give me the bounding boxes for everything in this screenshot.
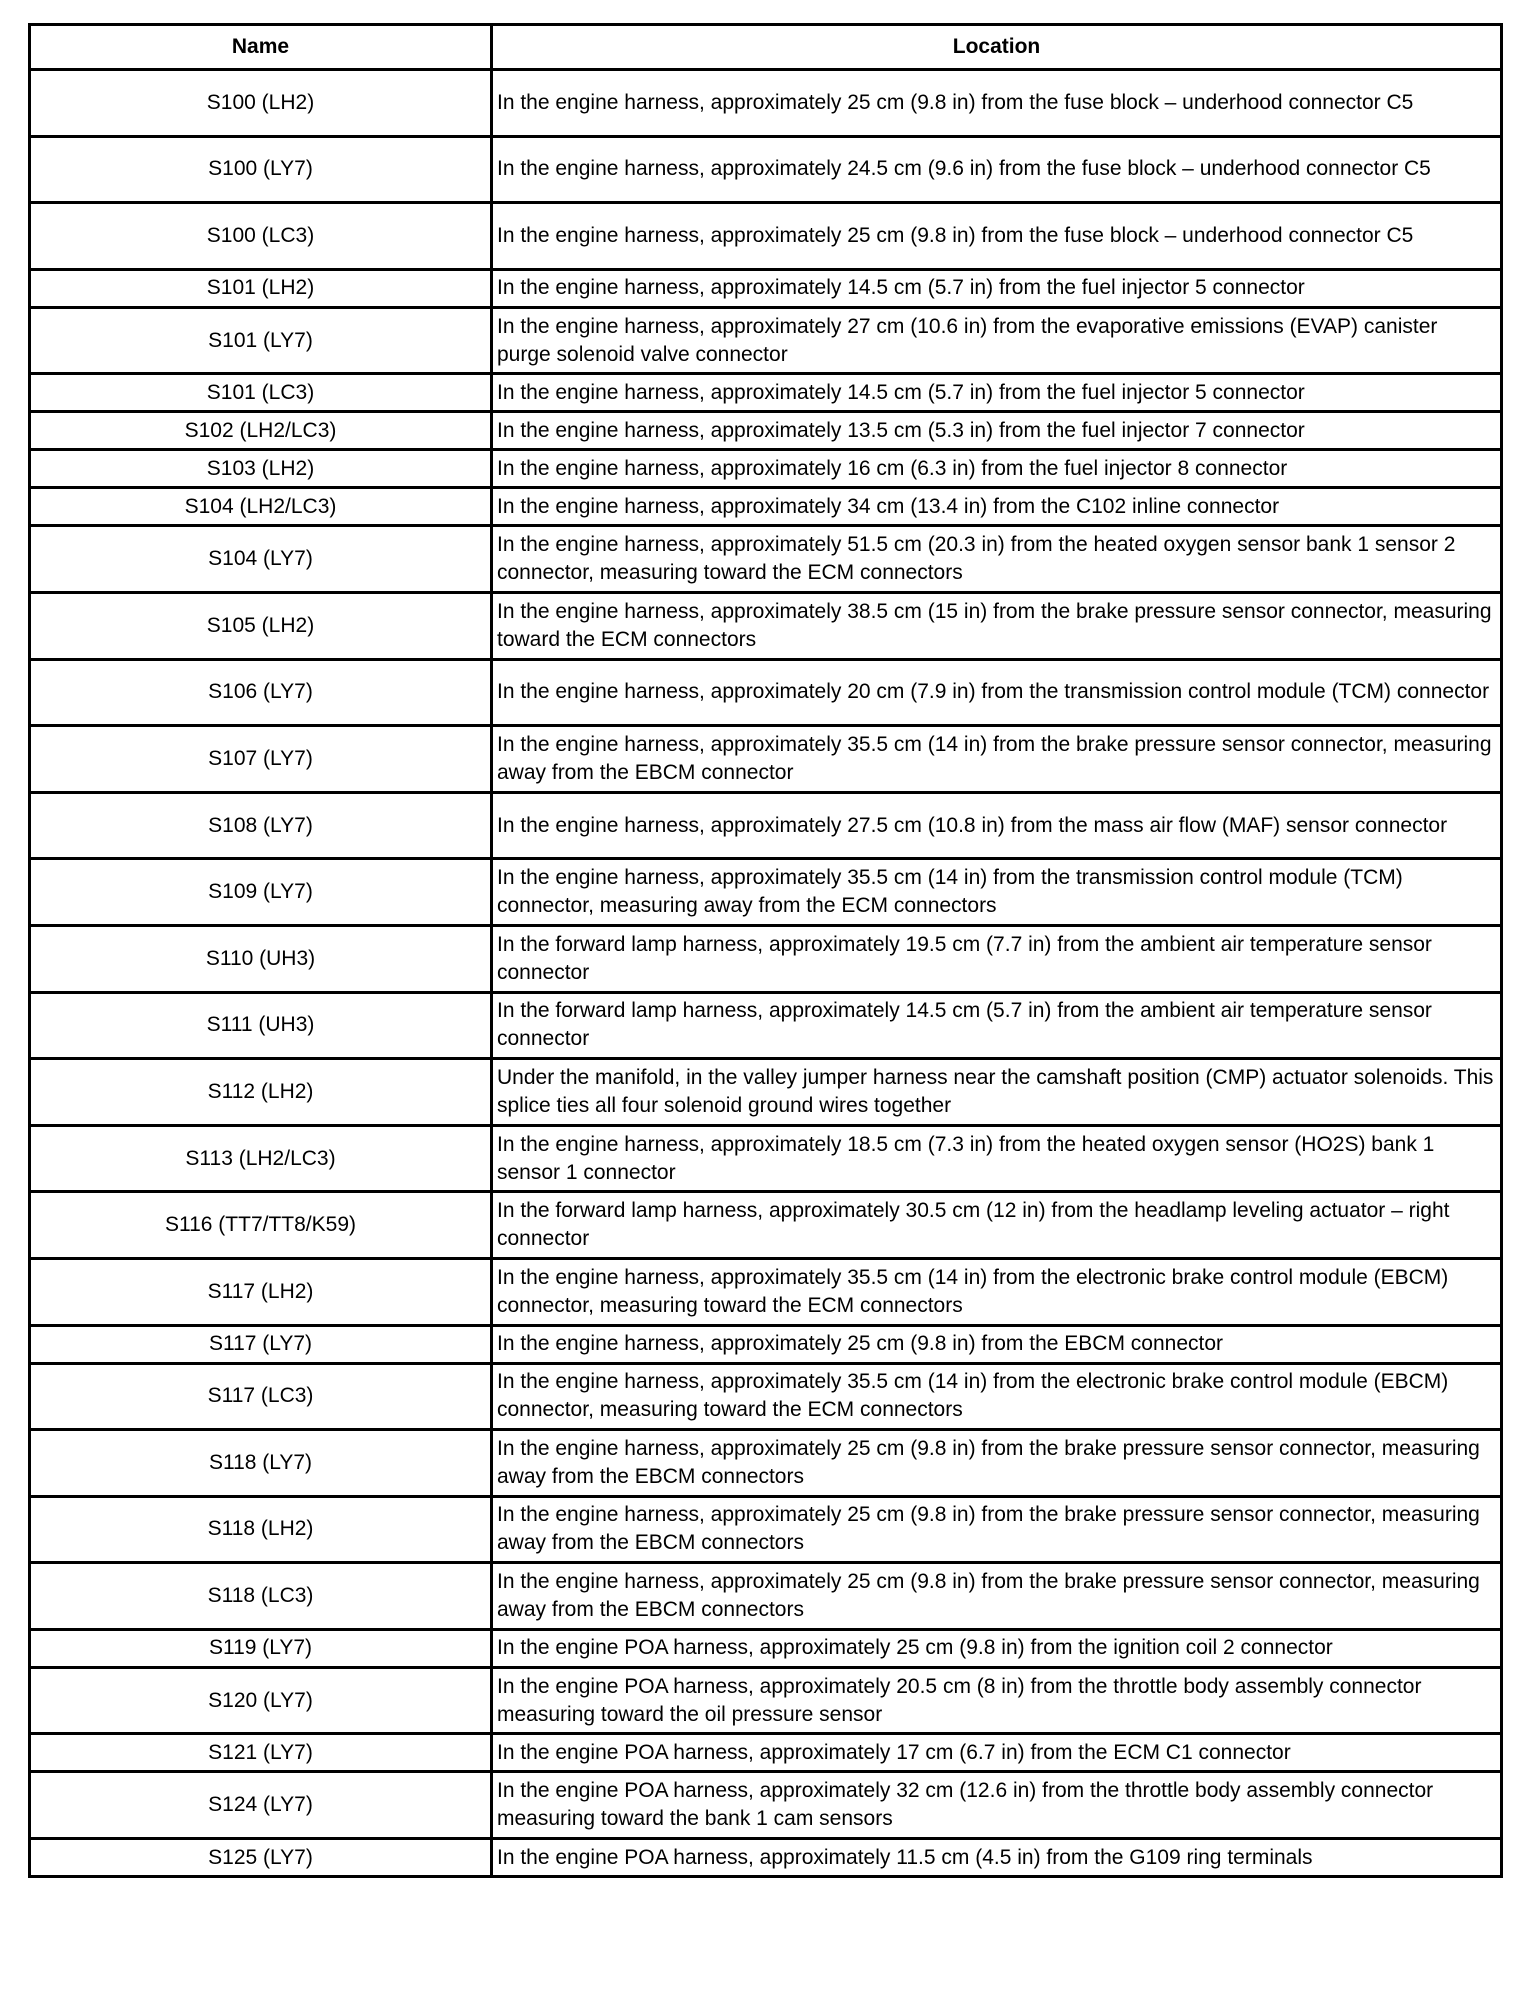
splice-name-cell: S117 (LC3) xyxy=(30,1363,492,1430)
splice-location-cell: In the engine harness, approximately 25 cm (9.8 in) from the brake pressure sensor connector, measuring away from the EBCM connectors xyxy=(492,1563,1502,1630)
name-column-header: Name xyxy=(30,25,492,70)
table-row xyxy=(30,1839,1502,1877)
splice-location-cell: In the engine POA harness, approximately 20.5 cm (8 in) from the throttle body assembly connector measuring toward the oil pressure sensor xyxy=(492,1667,1502,1734)
table-row xyxy=(30,659,1502,726)
splice-name-cell: S104 (LH2/LC3) xyxy=(30,488,492,526)
splice-name-cell: S100 (LC3) xyxy=(30,203,492,270)
table-row xyxy=(30,592,1502,659)
splice-location-cell: In the engine harness, approximately 13.5 cm (5.3 in) from the fuel injector 7 connector xyxy=(492,412,1502,450)
table-row xyxy=(30,136,1502,203)
splice-location-cell: In the engine harness, approximately 35.5 cm (14 in) from the electronic brake control module (EBCM) connector, measuring toward the ECM connectors xyxy=(492,1258,1502,1325)
splice-location-cell: In the engine harness, approximately 35.5 cm (14 in) from the brake pressure sensor connector, measuring away from the EBCM connector xyxy=(492,726,1502,793)
splice-name-cell: S118 (LC3) xyxy=(30,1563,492,1630)
splice-name-cell: S120 (LY7) xyxy=(30,1667,492,1734)
splice-location-cell: In the engine harness, approximately 25 cm (9.8 in) from the EBCM connector xyxy=(492,1325,1502,1363)
splice-location-cell: In the engine harness, approximately 18.5 cm (7.3 in) from the heated oxygen sensor (HO2S) bank 1 sensor 1 connector xyxy=(492,1125,1502,1192)
splice-location-cell: In the engine POA harness, approximately 11.5 cm (4.5 in) from the G109 ring terminals xyxy=(492,1839,1502,1877)
splice-name-cell: S105 (LH2) xyxy=(30,592,492,659)
table-row xyxy=(30,307,1502,374)
table-row xyxy=(30,859,1502,926)
splice-name-cell: S109 (LY7) xyxy=(30,859,492,926)
table-row xyxy=(30,1667,1502,1734)
splice-location-cell: In the engine harness, approximately 14.5 cm (5.7 in) from the fuel injector 5 connector xyxy=(492,374,1502,412)
splice-name-cell: S117 (LY7) xyxy=(30,1325,492,1363)
header-row xyxy=(30,25,1502,70)
splice-name-cell: S118 (LH2) xyxy=(30,1496,492,1563)
splice-location-cell: In the engine harness, approximately 25 cm (9.8 in) from the fuse block – underhood connector C5 xyxy=(492,203,1502,270)
table-row xyxy=(30,1325,1502,1363)
splice-name-cell: S101 (LC3) xyxy=(30,374,492,412)
splice-name-cell: S106 (LY7) xyxy=(30,659,492,726)
splice-name-cell: S112 (LH2) xyxy=(30,1059,492,1126)
table-row xyxy=(30,1629,1502,1667)
table-row xyxy=(30,1734,1502,1772)
table-row xyxy=(30,70,1502,137)
table-row xyxy=(30,1059,1502,1126)
splice-name-cell: S113 (LH2/LC3) xyxy=(30,1125,492,1192)
splice-location-cell: In the engine harness, approximately 35.5 cm (14 in) from the transmission control module (TCM) connector, measuring away from the ECM connectors xyxy=(492,859,1502,926)
splice-name-cell: S104 (LY7) xyxy=(30,526,492,593)
table-row xyxy=(30,792,1502,859)
splice-location-cell: In the engine harness, approximately 27 cm (10.6 in) from the evaporative emissions (EVAP) canister purge solenoid valve connector xyxy=(492,307,1502,374)
splice-name-cell: S118 (LY7) xyxy=(30,1430,492,1497)
table-row xyxy=(30,1125,1502,1192)
splice-location-cell: In the engine harness, approximately 27.5 cm (10.8 in) from the mass air flow (MAF) sensor connector xyxy=(492,792,1502,859)
table-row xyxy=(30,269,1502,307)
splice-name-cell: S107 (LY7) xyxy=(30,726,492,793)
splice-location-cell: In the forward lamp harness, approximately 14.5 cm (5.7 in) from the ambient air temperature sensor connector xyxy=(492,992,1502,1059)
splice-name-cell: S102 (LH2/LC3) xyxy=(30,412,492,450)
table-row xyxy=(30,488,1502,526)
splice-name-cell: S101 (LH2) xyxy=(30,269,492,307)
splice-name-cell: S121 (LY7) xyxy=(30,1734,492,1772)
splice-location-cell: In the engine harness, approximately 25 cm (9.8 in) from the brake pressure sensor connector, measuring away from the EBCM connectors xyxy=(492,1496,1502,1563)
splice-location-cell: In the forward lamp harness, approximately 30.5 cm (12 in) from the headlamp leveling actuator – right connector xyxy=(492,1192,1502,1259)
splice-location-cell: In the engine harness, approximately 16 cm (6.3 in) from the fuel injector 8 connector xyxy=(492,450,1502,488)
splice-name-cell: S103 (LH2) xyxy=(30,450,492,488)
table-row xyxy=(30,1192,1502,1259)
table-row xyxy=(30,726,1502,793)
splice-location-cell: In the engine harness, approximately 51.5 cm (20.3 in) from the heated oxygen sensor bank 1 sensor 2 connector, measuring toward the ECM connectors xyxy=(492,526,1502,593)
splice-name-cell: S119 (LY7) xyxy=(30,1629,492,1667)
splice-location-cell: In the engine POA harness, approximately 25 cm (9.8 in) from the ignition coil 2 connector xyxy=(492,1629,1502,1667)
splice-location-cell: In the engine harness, approximately 25 cm (9.8 in) from the fuse block – underhood connector C5 xyxy=(492,70,1502,137)
splice-name-cell: S100 (LY7) xyxy=(30,136,492,203)
table-row xyxy=(30,1563,1502,1630)
table-row xyxy=(30,1496,1502,1563)
table-row xyxy=(30,526,1502,593)
splice-location-cell: In the forward lamp harness, approximately 19.5 cm (7.7 in) from the ambient air temperature sensor connector xyxy=(492,925,1502,992)
splice-location-cell: In the engine harness, approximately 35.5 cm (14 in) from the electronic brake control module (EBCM) connector, measuring toward the ECM connectors xyxy=(492,1363,1502,1430)
table-row xyxy=(30,1772,1502,1839)
location-column-header: Location xyxy=(492,25,1502,70)
splice-location-table xyxy=(28,23,1503,1878)
splice-location-cell: In the engine harness, approximately 38.5 cm (15 in) from the brake pressure sensor connector, measuring toward the ECM connectors xyxy=(492,592,1502,659)
table-row xyxy=(30,992,1502,1059)
splice-location-cell: In the engine harness, approximately 24.5 cm (9.6 in) from the fuse block – underhood connector C5 xyxy=(492,136,1502,203)
table-row xyxy=(30,450,1502,488)
table-row xyxy=(30,374,1502,412)
splice-location-cell: In the engine POA harness, approximately 17 cm (6.7 in) from the ECM C1 connector xyxy=(492,1734,1502,1772)
splice-name-cell: S110 (UH3) xyxy=(30,925,492,992)
splice-name-cell: S101 (LY7) xyxy=(30,307,492,374)
splice-location-cell: In the engine harness, approximately 20 cm (7.9 in) from the transmission control module (TCM) connector xyxy=(492,659,1502,726)
splice-location-cell: Under the manifold, in the valley jumper harness near the camshaft position (CMP) actuator solenoids. This splice ties all four solenoid ground wires together xyxy=(492,1059,1502,1126)
splice-location-cell: In the engine POA harness, approximately 32 cm (12.6 in) from the throttle body assembly connector measuring toward the bank 1 cam sensors xyxy=(492,1772,1502,1839)
splice-location-cell: In the engine harness, approximately 14.5 cm (5.7 in) from the fuel injector 5 connector xyxy=(492,269,1502,307)
table-row xyxy=(30,1430,1502,1497)
splice-name-cell: S124 (LY7) xyxy=(30,1772,492,1839)
splice-location-cell: In the engine harness, approximately 34 cm (13.4 in) from the C102 inline connector xyxy=(492,488,1502,526)
table-row xyxy=(30,1258,1502,1325)
splice-name-cell: S117 (LH2) xyxy=(30,1258,492,1325)
table-row xyxy=(30,203,1502,270)
splice-name-cell: S100 (LH2) xyxy=(30,70,492,137)
table-row xyxy=(30,925,1502,992)
splice-name-cell: S108 (LY7) xyxy=(30,792,492,859)
splice-location-cell: In the engine harness, approximately 25 cm (9.8 in) from the brake pressure sensor connector, measuring away from the EBCM connectors xyxy=(492,1430,1502,1497)
splice-name-cell: S111 (UH3) xyxy=(30,992,492,1059)
splice-name-cell: S125 (LY7) xyxy=(30,1839,492,1877)
table-row xyxy=(30,1363,1502,1430)
splice-name-cell: S116 (TT7/TT8/K59) xyxy=(30,1192,492,1259)
table-row xyxy=(30,412,1502,450)
